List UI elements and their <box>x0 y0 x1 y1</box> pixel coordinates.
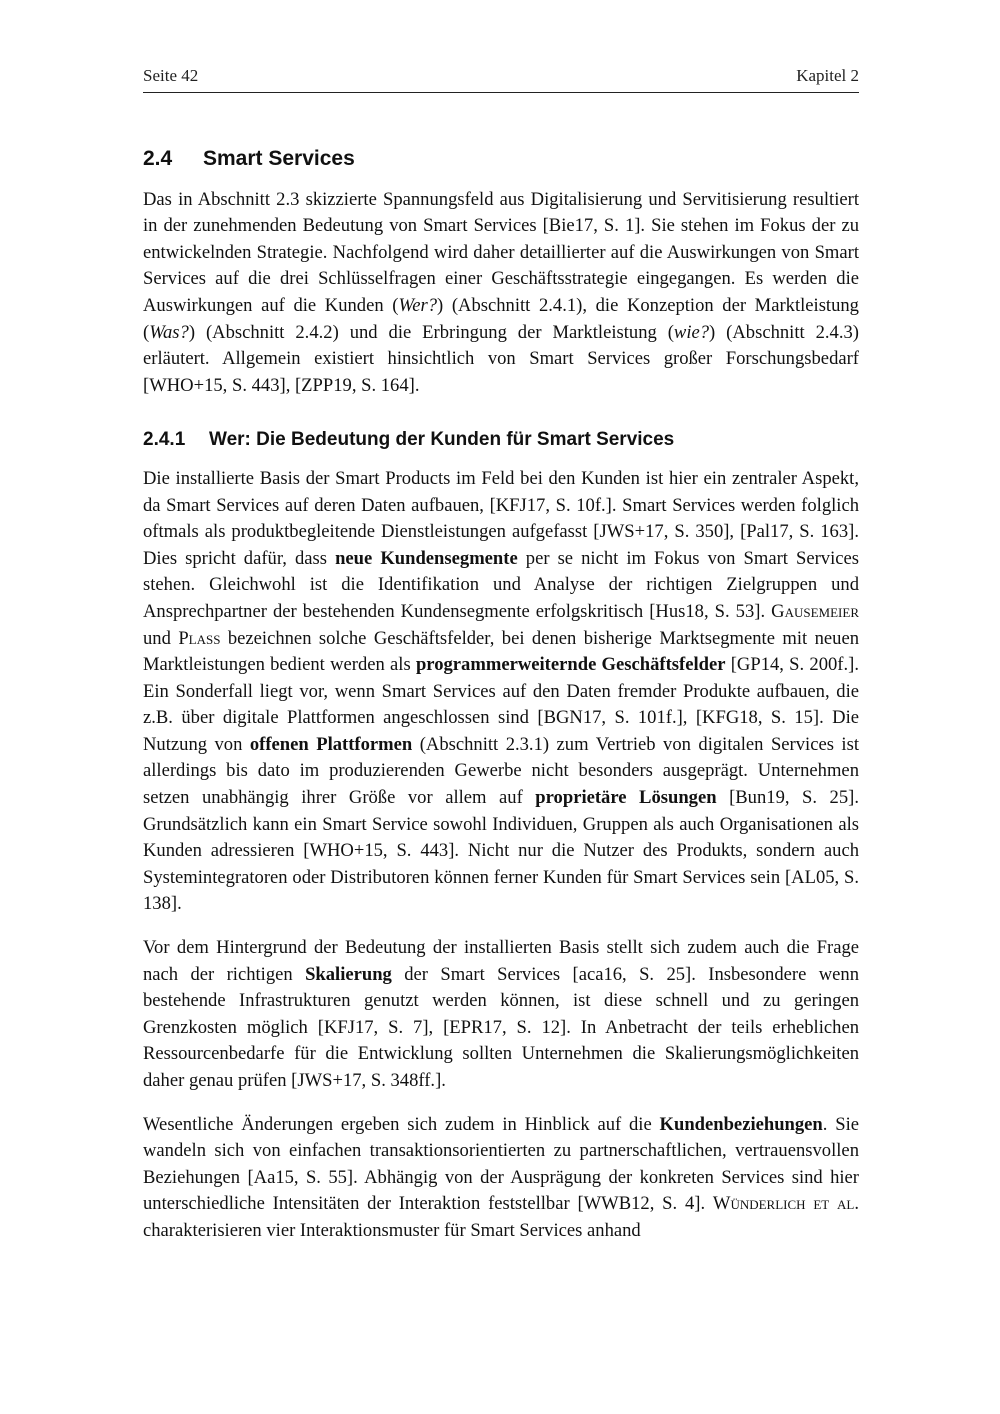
term-scaling: Skalierung <box>305 963 392 985</box>
author-gausemeier: Gausemeier <box>771 600 859 622</box>
question-what: Was? <box>149 321 189 343</box>
section-title: Smart Services <box>203 147 355 170</box>
question-who: Wer? <box>398 294 438 316</box>
subsection-title: Wer: Die Bedeutung der Kunden für Smart Services <box>209 429 675 451</box>
chapter-label: Kapitel 2 <box>796 66 859 85</box>
section-number: 2.4 <box>143 147 173 170</box>
page-content <box>143 140 859 1262</box>
paragraph-installed-base: Die installierte Basis der Smart Products im Feld bei den Kunden ist hier ein zentraler Aspekt, da Smart Services auf deren Daten aufbauen, [KFJ17, S. 10f.]. Smart Services werden folglich oftmals als produktbegleitende Dienstleistungen aufgefasst [JWS+17, S. 350], [Pal17, S. 163]. Dies spricht dafür, dass neue Kundensegmente per se nicht im Fokus von Smart Services stehen. Gleichwohl ist die Identifikation und Analyse der richtigen Zielgruppen und Ansprechpartner der bestehenden Kundensegmente erfolgskritisch [Hus18, S. 53]. Gausemeier und Plass bezeichnen solche Geschäftsfelder, bei denen bisherige Marktsegmente mit neuen Marktleistungen bedient werden als programmerweiternde Geschäftsfelder [GP14, S. 200f.]. Ein Sonderfall liegt vor, wenn Smart Services auf den Daten fremder Produkte aufbauen, die z.B. über digitale Plattformen angeschlossen sind [BGN17, S. 101f.], [KFG18, S. 15]. Die Nutzung von offenen Plattformen (Abschnitt 2.3.1) zum Vertrieb von digitalen Services ist allerdings bis dato im produzierenden Gewerbe nicht besonders ausgeprägt. Unternehmen setzen unabhängig ihrer Größe vor allem auf proprietäre Lösungen [Bun19, S. 25]. Grundsätzlich kann ein Smart Service sowohl Individuen, Gruppen als auch Organisationen als Kunden adressieren [WHO+15, S. 443]. Nicht nur die Nutzer des Produkts, sondern auch Systemintegratoren oder Distributoren können ferner Kunden für Smart Services sein [AL05, S. 138]. <box>143 467 859 915</box>
term-open-platforms: offenen Plattformen <box>249 733 413 755</box>
term-proprietary-solutions: proprietäre Lösungen <box>535 787 717 809</box>
section-intro-paragraph: Das in Abschnitt 2.3 skizzierte Spannungsfeld aus Digitalisierung und Servitisierung resultiert in der zunehmenden Bedeutung von Smart Services [Bie17, S. 1]. Sie stehen im Fokus der zu entwickelnden Strategie. Nachfolgend wird daher detaillierter auf die Auswirkungen von Smart Services auf die drei Schlüsselfragen einer Geschäftsstrategie eingegangen. Es werden die Auswirkungen auf die Kunden (Wer?) (Abschnitt 2.4.1), die Konzeption der Marktleistung (Was?) (Abschnitt 2.4.2) und die Erbringung der Marktleistung (wie?) (Abschnitt 2.4.3) erläutert. Allgemein existiert hinsichtlich von Smart Services großer Forschungsbedarf [WHO+15, S. 443], [ZPP19, S. 164]. <box>143 188 859 396</box>
question-how: wie? <box>673 321 710 343</box>
subsection-number: 2.4.1 <box>143 429 186 451</box>
subsection-heading <box>143 427 859 454</box>
term-program-expanding-fields: programmerweiternde Geschäftsfelder <box>415 654 726 676</box>
running-header <box>143 66 859 93</box>
page-number: Seite 42 <box>143 66 199 85</box>
paragraph-customer-relations: Wesentliche Änderungen ergeben sich zudem in Hinblick auf die Kundenbeziehungen. Sie wandeln sich von einfachen transaktionsorientierten zu partnerschaftlichen, vertrauensvollen Beziehungen [Aa15, S. 55]. Abhängig von der Ausprägung der konkreten Services sind hier unterschiedliche Intensitäten der Interaktion feststellbar [WWB12, S. 4]. Wünderlich et al. charakterisieren vier Interaktionsmuster für Smart Services anhand <box>143 1113 859 1241</box>
term-customer-relations: Kundenbeziehungen <box>659 1113 823 1135</box>
term-new-customer-segments: neue Kundensegmente <box>335 547 518 569</box>
section-heading <box>143 146 859 173</box>
author-wuenderlich: Wünderlich et al. <box>712 1193 859 1215</box>
paragraph-scaling: Vor dem Hintergrund der Bedeutung der installierten Basis stellt sich zudem auch die Frage nach der richtigen Skalierung der Smart Services [aca16, S. 25]. Insbesondere wenn bestehende Infrastrukturen genutzt werden können, ist diese schnell und zu geringen Grenzkosten möglich [KFJ17, S. 7], [EPR17, S. 12]. In Anbetracht der teils erheblichen Ressourcenbedarfe für die Entwicklung sollten Unternehmen die Skalierungsmöglichkeiten daher genau prüfen [JWS+17, S. 348ff.]. <box>143 937 859 1091</box>
author-plass: Plass <box>178 627 221 649</box>
